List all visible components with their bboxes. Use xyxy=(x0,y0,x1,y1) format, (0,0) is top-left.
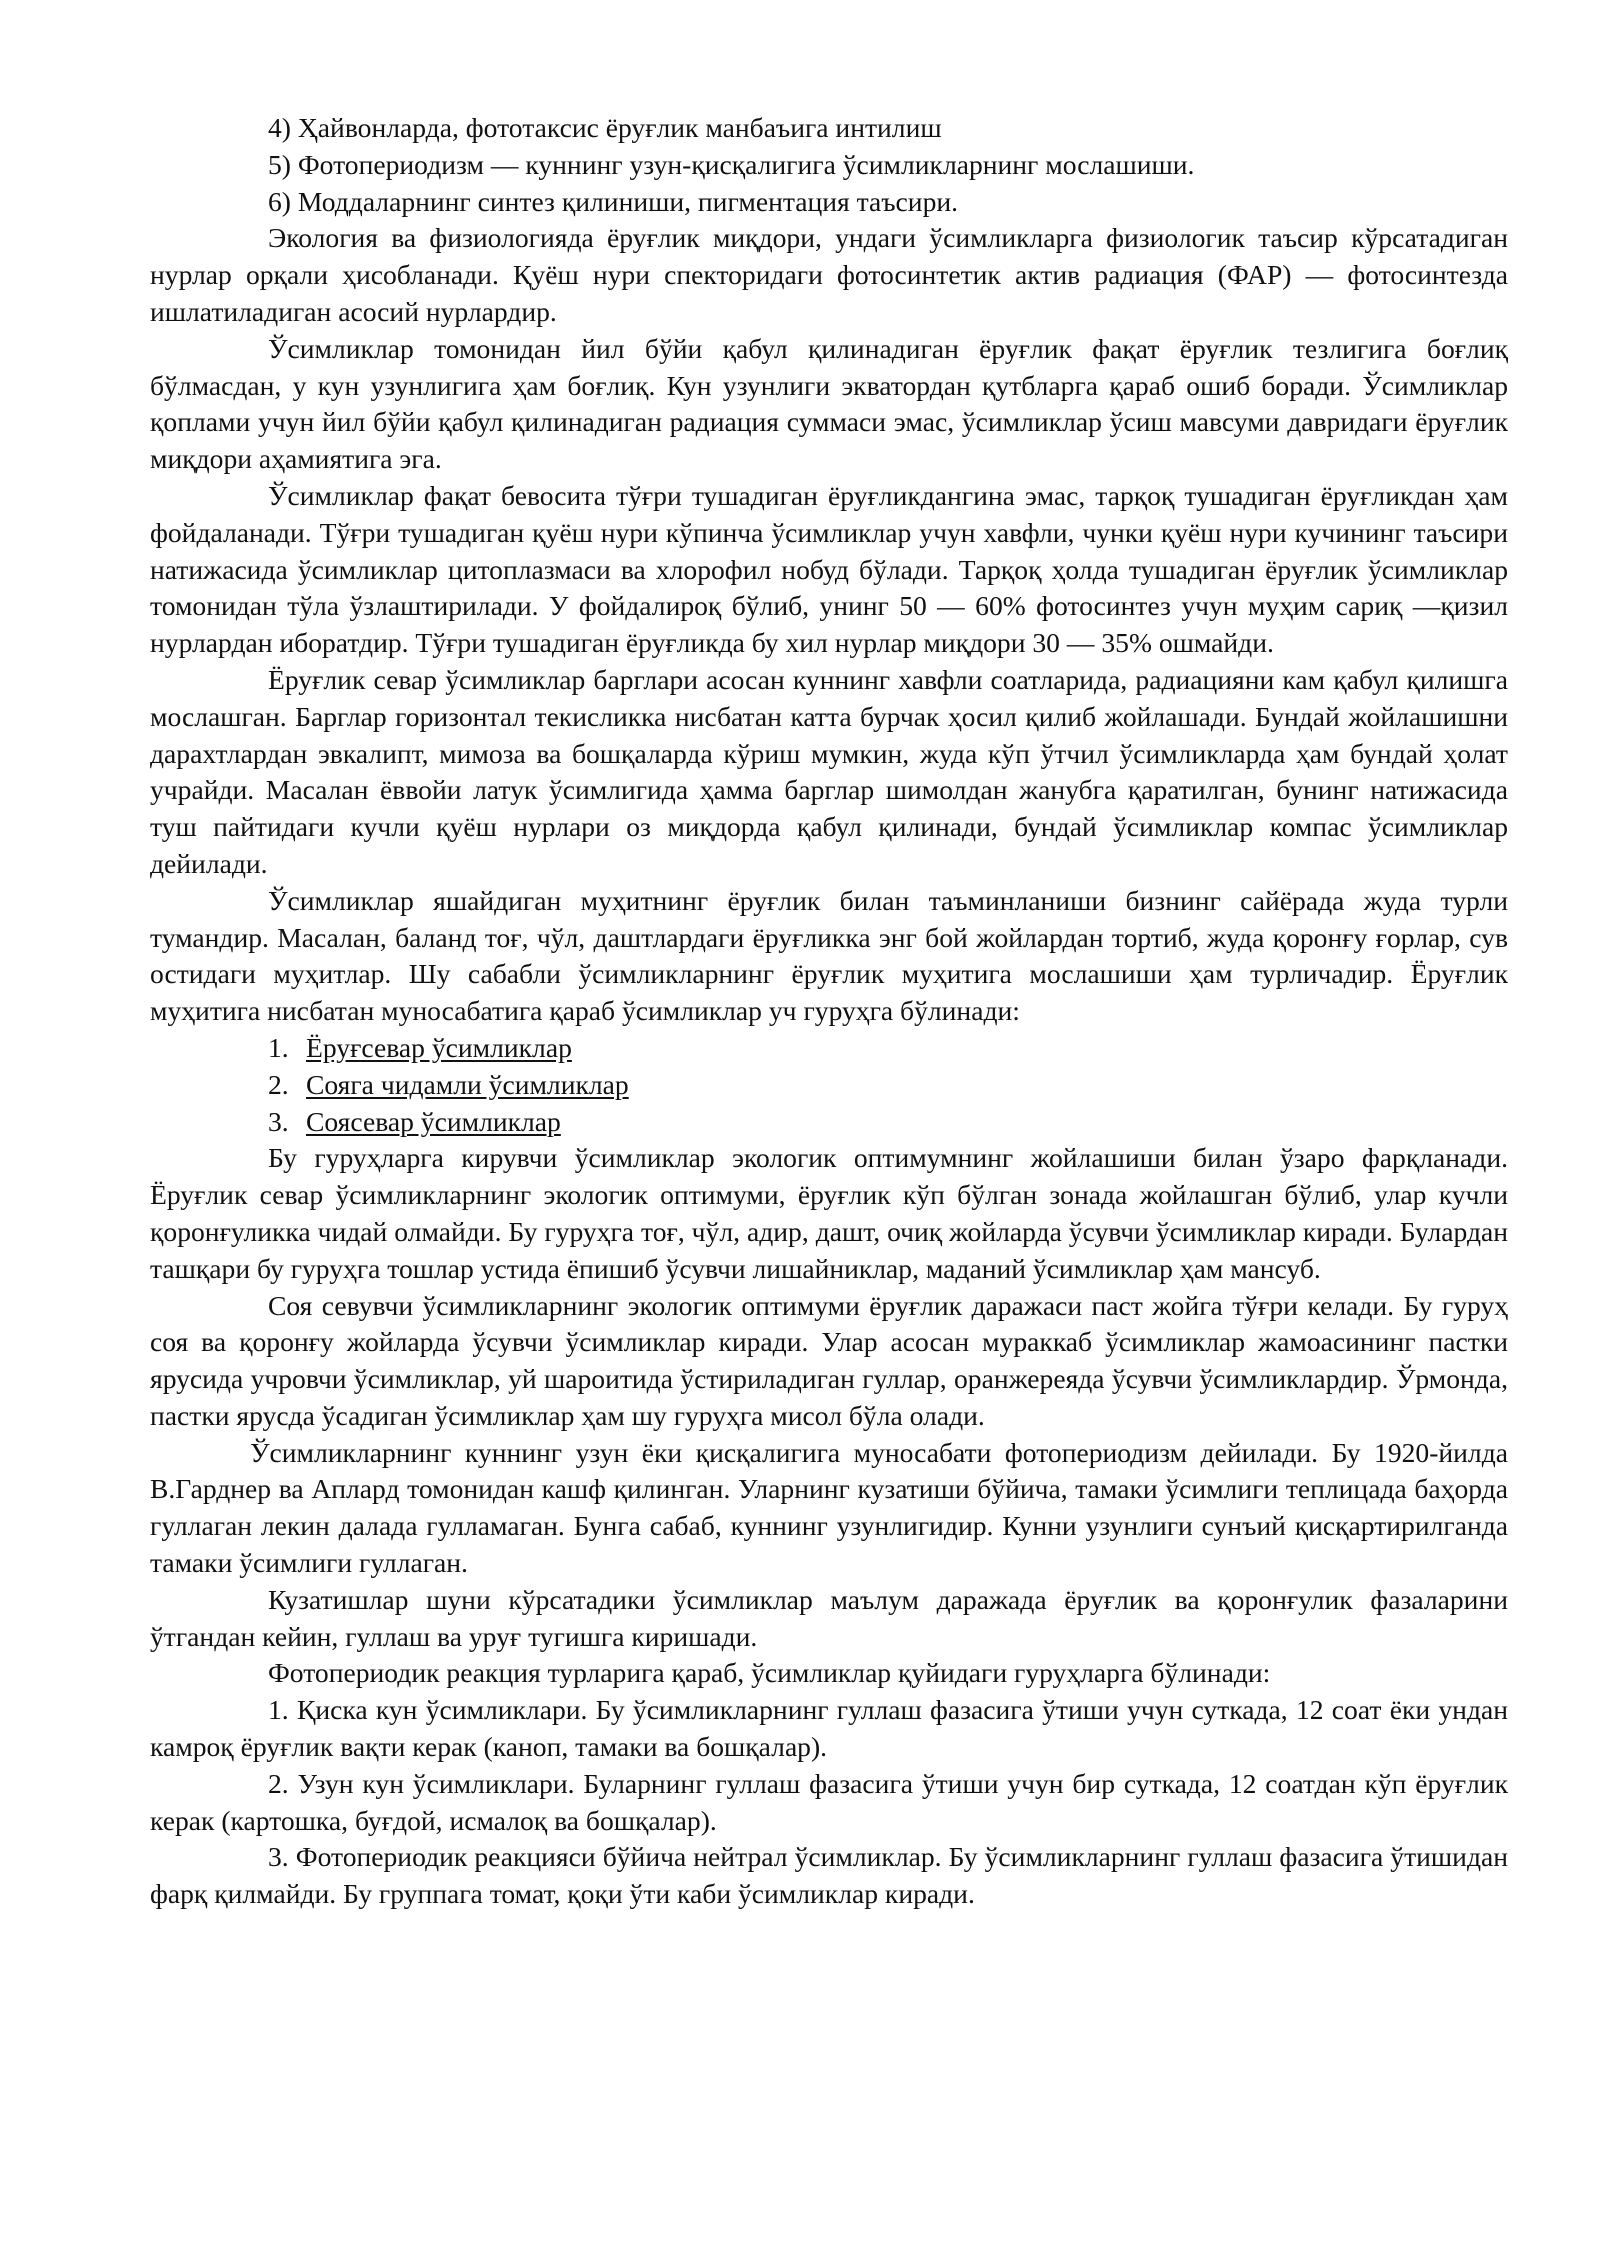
list-item xyxy=(150,1067,1508,1104)
list-item xyxy=(150,1030,1508,1067)
paragraph-photoperiodism: Ўсимликларнинг куннинг узун ёки қисқалигига муносабати фотопериодизм дейилади. Бу 1920-йилда В.Гарднер ва Аплард томонидан кашф қилинган. Уларнинг кузатиши бўйича, тамаки ўсимлиги теплицада баҳорда гуллаган лекин далада гулламаган. Бунга сабаб, куннинг узунлигидир. Кунни узунлиги сунъий қисқартирилганда тамаки ўсимлиги гуллаган. xyxy=(150,1436,1508,1579)
list-item-number: 3. xyxy=(268,1105,289,1137)
paragraph-long-day: 2. Узун кун ўсимликлари. Буларнинг гуллаш фазасига ўтиши учун бир суткада, 12 соатдан кўп ёруғлик керак (картошка, буғдой, исмалоқ ва бошқалар). xyxy=(150,1767,1508,1836)
list-item-label: Сояга чидамли ўсимликлар xyxy=(306,1068,629,1100)
intro-item-5: 5) Фотопериодизм — куннинг узун-қисқалигига ўсимликларнинг мослашиши. xyxy=(268,148,1195,180)
paragraph-leaf-orientation: Ёруғлик севар ўсимликлар барглари асосан куннинг хавфли соатларида, радиацияни кам қабул қилишга мослашган. Барглар горизонтал текисликка нисбатан катта бурчак ҳосил қилиб жойлашади. Бундай жойлашишни дарахтлардан эвкалипт, мимоза ва бошқаларда кўриш мумкин, жуда кўп ўтчил ўсимликларда ҳам бундай ҳолат учрайди. Масалан ёввойи латук ўсимлигида ҳамма барглар шимолдан жанубга қаратилган, бунинг натижасида туш пайтидаги кучли қуёш нурлари оз миқдорда қабул қилинади, бундай ўсимликлар компас ўсимликлар дейилади. xyxy=(150,663,1508,879)
intro-item-4: 4) Ҳайвонларда, фототаксис ёруғлик манбаъига интилиш xyxy=(268,112,942,143)
list-item-label: Ёруғсевар ўсимликлар xyxy=(306,1031,572,1063)
paragraph-light-measurement: Экология ва физиологияда ёруғлик миқдори, ундаги ўсимликларга физиологик таъсир кўрсатадиган нурлар орқали ҳисобланади. Қуёш нури спекторидаги фотосинтетик актив радиация (ФАР) — фотосинтезда ишлатиладиган асосий нурлардир. xyxy=(150,222,1508,327)
list-item-number: 1. xyxy=(268,1031,289,1063)
paragraph-diffuse-light: Ўсимликлар фақат бевосита тўғри тушадиган ёруғликдангина эмас, тарқоқ тушадиган ёруғликдан ҳам фойдаланади. Тўғри тушадиган қуёш нури кўпинча ўсимликлар учун хавфли, чунки қуёш нури кучининг таъсири натижасида ўсимликлар цитоплазмаси ва хлорофил нобуд бўлади. Тарқоқ ҳолда тушадиган ёруғлик ўсимликлар томонидан тўла ўзлаштирилади. У фойдалироқ бўлиб, унинг 50 — 60% фотосинтез учун муҳим сариқ —қизил нурлардан иборатдир. Тўғри тушадиган ёруғликда бу хил нурлар миқдори 30 — 35% ошмайди. xyxy=(150,479,1508,659)
paragraph-shade-loving: Соя севувчи ўсимликларнинг экологик оптимуми ёруғлик даражаси паст жойга тўғри келади. Бу гуруҳ соя ва қоронғу жойларда ўсувчи ўсимликлар киради. Улар асосан мураккаб ўсимликлар жамоасининг пастки ярусида учровчи ўсимликлар, уй шароитида ўстириладиган гуллар, оранжереяда ўсувчи ўсимликлардир. Ўрмонда, пастки ярусда ўсадиган ўсимликлар ҳам шу гуруҳга мисол бўла олади. xyxy=(150,1289,1508,1431)
paragraph-day-length: Ўсимликлар томонидан йил бўйи қабул қилинадиган ёруғлик фақат ёруғлик тезлигига боғлиқ бўлмасдан, у кун узунлигига ҳам боғлиқ. Кун узунлиги экватордан қутбларга қараб ошиб боради. Ўсимликлар қоплами учун йил бўйи қабул қилинадиган радиация суммаси эмас, ўсимликлар ўсиш мавсуми давридаги ёруғлик миқдори аҳамиятига эга. xyxy=(150,332,1508,475)
document-page xyxy=(150,110,1508,1913)
paragraph-light-environment: Ўсимликлар яшайдиган муҳитнинг ёруғлик билан таъминланиши бизнинг сайёрада жуда турли тумандир. Масалан, баланд тоғ, чўл, даштлардаги ёруғликка энг бой жойлардан тортиб, жуда қоронғу ғорлар, сув остидаги муҳитлар. Шу сабабли ўсимликларнинг ёруғлик муҳитига мослашиши ҳам турличадир. Ёруғлик муҳитига нисбатан муносабатига қараб ўсимликлар уч гуруҳга бўлинади: xyxy=(150,884,1508,1027)
plant-groups-list xyxy=(150,1030,1508,1140)
paragraph-light-loving: Бу гуруҳларга кирувчи ўсимликлар экологик оптимумнинг жойлашиши билан ўзаро фарқланади. Ёруғлик севар ўсимликларнинг экологик оптимуми, ёруғлик кўп бўлган зонада жойлашган бўлиб, улар кучли қоронғуликка чидай олмайди. Бу гуруҳга тоғ, чўл, адир, дашт, очиқ жойларда ўсувчи ўсимликлар киради. Булардан ташқари бу гуруҳга тошлар устида ёпишиб ўсувчи лишайниклар, маданий ўсимликлар ҳам мансуб. xyxy=(150,1142,1508,1284)
list-item-label: Соясевар ўсимликлар xyxy=(306,1105,561,1137)
list-item-number: 2. xyxy=(268,1068,289,1100)
intro-item-6: 6) Моддаларнинг синтез қилиниши, пигментация таъсири. xyxy=(268,185,959,217)
paragraph-neutral: 3. Фотопериодик реакцияси бўйича нейтрал ўсимликлар. Бу ўсимликларнинг гуллаш фазасига ўтишидан фарқ қилмайди. Бу группага томат, қоқи ўти каби ўсимликлар киради. xyxy=(150,1841,1508,1910)
paragraph-photoperiodic-groups: Фотопериодик реакция турларига қараб, ўсимликлар қуйидаги гуруҳларга бўлинади: xyxy=(268,1657,1271,1689)
paragraph-short-day: 1. Қиска кун ўсимликлари. Бу ўсимликларнинг гуллаш фазасига ўтиши учун суткада, 12 соат ёки ундан камроқ ёруғлик вақти керак (каноп, тамаки ва бошқалар). xyxy=(150,1694,1508,1763)
list-item xyxy=(150,1104,1508,1141)
paragraph-observations: Кузатишлар шуни кўрсатадики ўсимликлар маълум даражада ёруғлик ва қоронғулик фазаларини ўтгандан кейин, гуллаш ва уруғ тугишга киришади. xyxy=(150,1583,1508,1652)
